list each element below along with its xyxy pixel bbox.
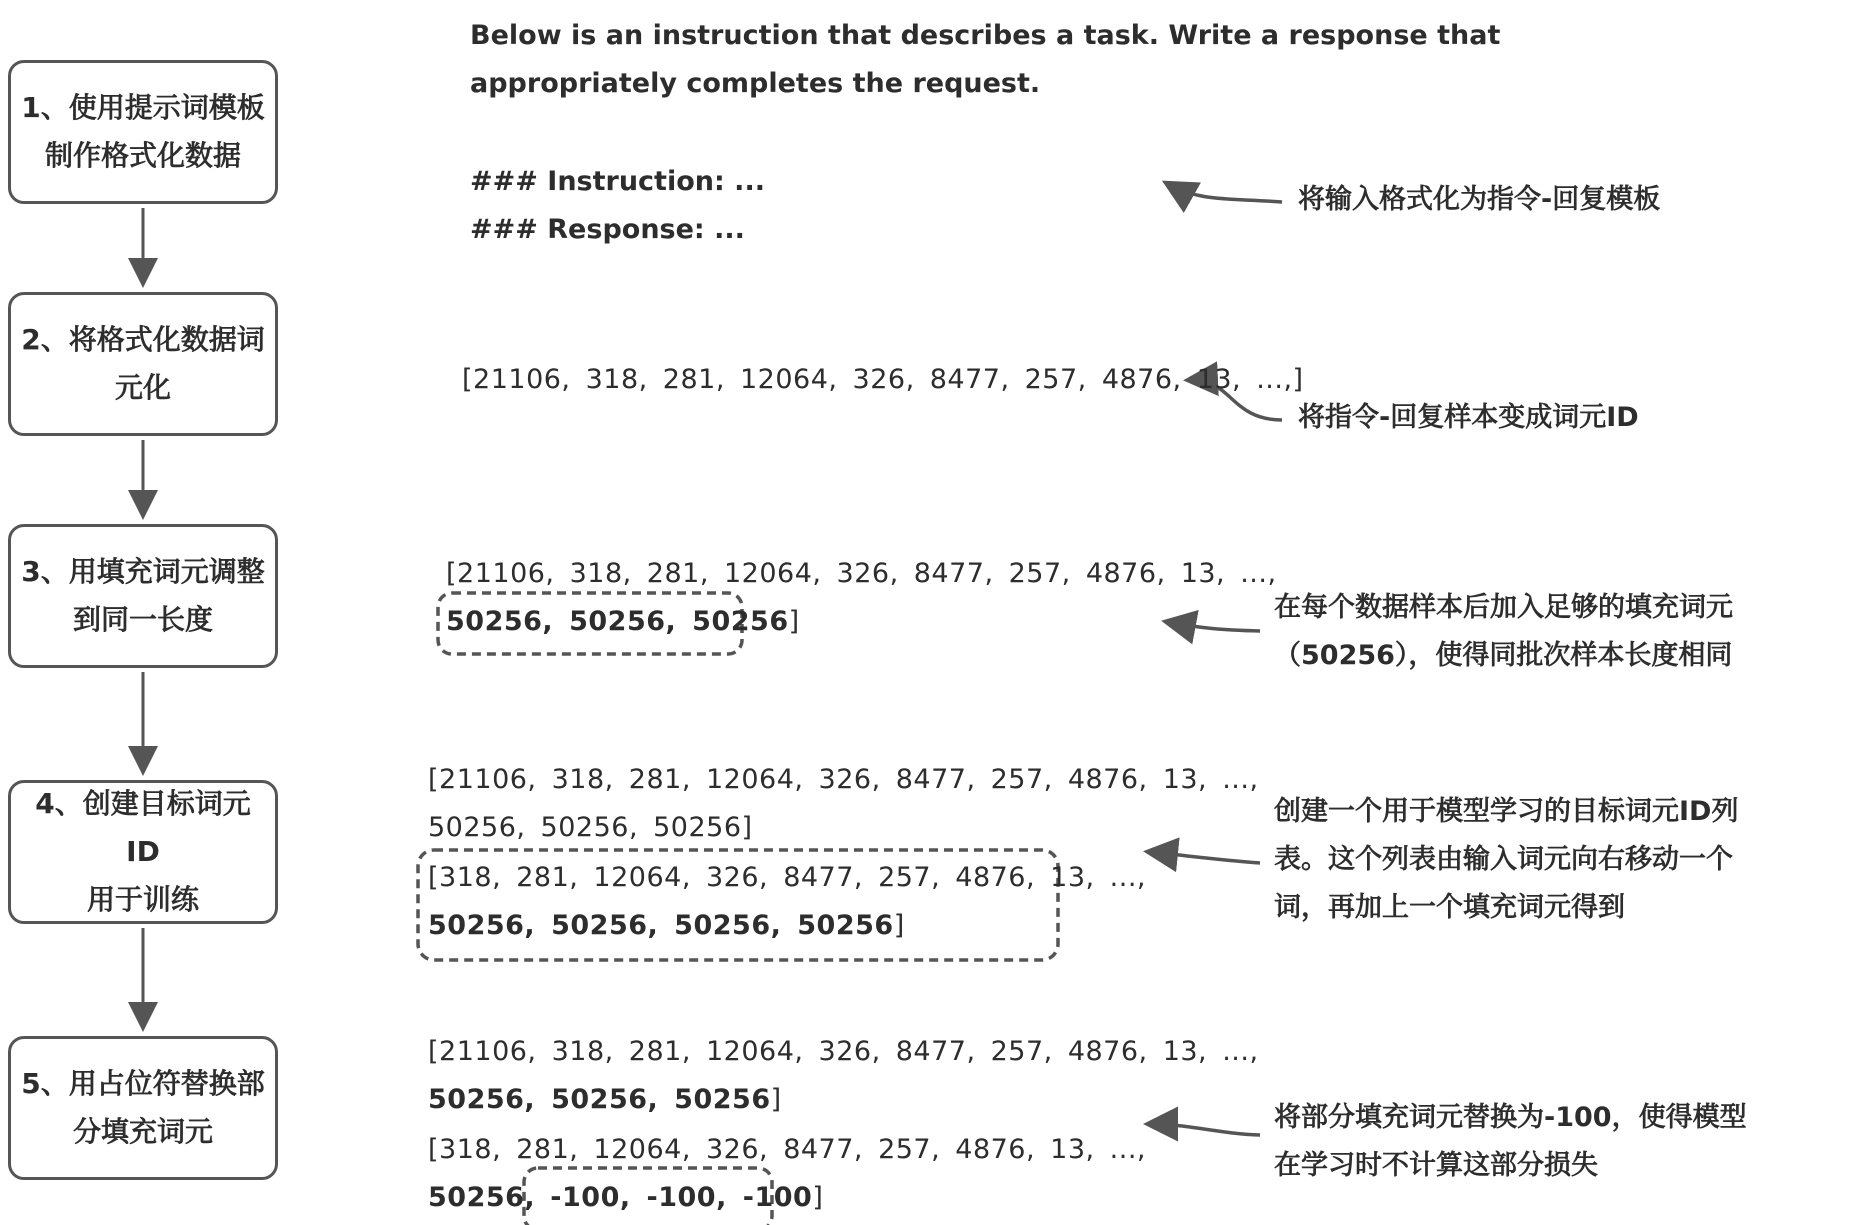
- template-line-1: Below is an instruction that describes a task. Write a response that: [470, 20, 1501, 51]
- annotation-arrow-5: [1150, 1124, 1260, 1135]
- masked-target-mask: -100, -100, -100: [550, 1182, 813, 1213]
- annotation-1: [1298, 176, 1660, 224]
- masked-input-close: ]: [770, 1084, 782, 1115]
- step-4-box: [8, 780, 278, 924]
- masked-target-keep: 50256,: [428, 1182, 536, 1213]
- step-1-box: [8, 60, 278, 204]
- annotation-5-line-1: 将部分填充词元替换为-100，使得模型: [1274, 1102, 1747, 1133]
- target-input-line-1: [21106, 318, 281, 12064, 326, 8477, 257, 4876, 13, ...,: [428, 764, 1259, 795]
- step-1-line1: 1、使用提示词模板: [21, 91, 265, 124]
- masked-input-line-1: [21106, 318, 281, 12064, 326, 8477, 257, 4876, 13, ...,: [428, 1036, 1259, 1067]
- padded-close: ]: [788, 606, 800, 637]
- target-close: ]: [893, 910, 905, 941]
- step-2-line2: 元化: [114, 371, 171, 404]
- annotation-3-line-2: （50256），使得同批次样本长度相同: [1274, 640, 1733, 671]
- step-1-line2: 制作格式化数据: [44, 139, 241, 172]
- target-line-2: [428, 902, 905, 950]
- annotation-4-line-2: 表。这个列表由输入词元向右移动一个: [1274, 844, 1733, 875]
- step-4-line2: 用于训练: [86, 883, 199, 916]
- step-3-line1: 3、用填充词元调整: [21, 555, 265, 588]
- annotation-5-line-2: 在学习时不计算这部分损失: [1274, 1150, 1598, 1181]
- template-instruction: ### Instruction: ...: [470, 166, 765, 197]
- masked-target-close: ]: [812, 1182, 824, 1213]
- annotation-5: [1274, 1094, 1747, 1190]
- masked-input-line-2: [428, 1076, 782, 1124]
- annotation-arrow-4: [1150, 852, 1260, 863]
- step-2-box: [8, 292, 278, 436]
- step-2-line1: 2、将格式化数据词: [21, 323, 265, 356]
- target-pad-tokens: 50256, 50256, 50256, 50256: [428, 910, 894, 941]
- annotation-3: [1274, 584, 1733, 680]
- masked-target-line-1: [318, 281, 12064, 326, 8477, 257, 4876, 13, ...,: [428, 1134, 1146, 1165]
- step-5-line2: 分填充词元: [72, 1115, 213, 1148]
- annotation-4-line-3: 词，再加上一个填充词元得到: [1274, 892, 1625, 923]
- token-ids-line: [21106, 318, 281, 12064, 326, 8477, 257, 4876, 13, ...,]: [462, 364, 1304, 395]
- template-line-2: appropriately completes the request.: [470, 68, 1041, 99]
- annotation-4-line-1: 创建一个用于模型学习的目标词元ID列: [1274, 796, 1739, 827]
- template-response: ### Response: ...: [470, 214, 745, 245]
- annotation-2: [1298, 394, 1639, 442]
- target-line-1: [318, 281, 12064, 326, 8477, 257, 4876, 13, ...,: [428, 862, 1146, 893]
- step-5-line1: 5、用占位符替换部: [21, 1067, 265, 1100]
- padded-pad-tokens: 50256, 50256, 50256: [446, 606, 789, 637]
- step-3-box: [8, 524, 278, 668]
- annotation-2-line-1: 将指令-回复样本变成词元ID: [1298, 402, 1639, 433]
- padded-line-1: [21106, 318, 281, 12064, 326, 8477, 257, 4876, 13, ...,: [446, 558, 1277, 589]
- step-4-line1: 4、创建目标词元ID: [35, 787, 251, 868]
- step-5-box: [8, 1036, 278, 1180]
- step-3-line2: 到同一长度: [72, 603, 213, 636]
- annotation-1-line-1: 将输入格式化为指令-回复模板: [1298, 184, 1661, 215]
- annotation-arrow-1: [1168, 184, 1282, 202]
- annotation-arrow-3: [1168, 622, 1260, 631]
- annotation-3-line-1: 在每个数据样本后加入足够的填充词元: [1274, 592, 1733, 623]
- annotation-4: [1274, 788, 1738, 932]
- target-input-line-2: 50256, 50256, 50256]: [428, 812, 753, 843]
- masked-input-pad-tokens: 50256, 50256, 50256: [428, 1084, 771, 1115]
- masked-target-line-2: [428, 1174, 823, 1222]
- padded-line-2: [446, 598, 800, 646]
